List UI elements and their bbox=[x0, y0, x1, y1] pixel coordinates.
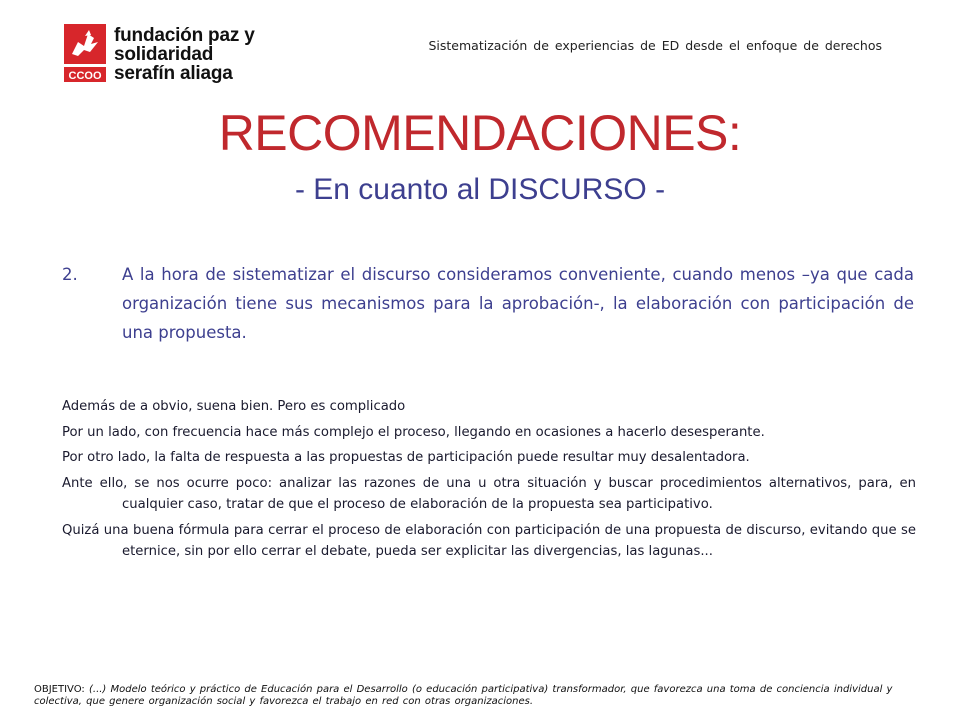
logo-line-2: serafín aliaga bbox=[114, 63, 233, 84]
footer-label: OBJETIVO: bbox=[34, 684, 85, 695]
page-subtitle: - En cuanto al DISCURSO - bbox=[294, 173, 666, 206]
paragraph: Quizá una buena fórmula para cerrar el proceso de elaboración con participación de una propuesta de discurso, evitando que se eternice, sin por ello cerrar el debate, pueda ser explicitar las divergencias, las lagunas... bbox=[62, 522, 916, 559]
page-title: RECOMENDACIONES: bbox=[218, 105, 742, 161]
recommendation-text: A la hora de sistematizar el discurso consideramos conveniente, cuando menos –ya que cada organización tiene sus mecanismos para la aprobación-, la elaboración con participación de una propuesta. bbox=[122, 265, 914, 342]
footer-text: (...) Modelo teórico y práctico de Educación para el Desarrollo (o educación participativa) transformador, que favorezca una toma de conciencia individual y colectiva, que genere organización social y favorezca el trabajo en red con otras organizaciones. bbox=[34, 684, 893, 707]
paragraph: Además de a obvio, suena bien. Pero es complicado bbox=[62, 399, 406, 414]
logo-text bbox=[114, 26, 354, 83]
main-recommendation bbox=[62, 260, 914, 347]
header-caption: Sistematización de experiencias de ED desde el enfoque de derechos bbox=[428, 38, 882, 53]
footer-objective bbox=[34, 684, 924, 708]
dove-logo-icon bbox=[64, 24, 106, 82]
paragraph: Por un lado, con frecuencia hace más complejo el proceso, llegando en ocasiones a hacerlo desesperante. bbox=[62, 424, 765, 440]
paragraph: Por otro lado, la falta de respuesta a las propuestas de participación puede resultar muy desalentadora. bbox=[62, 450, 750, 465]
logo-line-1: fundación paz y solidaridad bbox=[114, 25, 255, 65]
ccoo-badge-text: CCOO bbox=[68, 70, 102, 82]
recommendation-number: 2. bbox=[62, 265, 78, 284]
organization-logo bbox=[64, 24, 354, 82]
paragraph: Ante ello, se nos ocurre poco: analizar las razones de una u otra situación y buscar procedimientos alternativos, para, en cualquier caso, tratar de que el proceso de elaboración de la propuesta sea participativo. bbox=[62, 475, 916, 512]
body-paragraphs bbox=[62, 396, 916, 567]
